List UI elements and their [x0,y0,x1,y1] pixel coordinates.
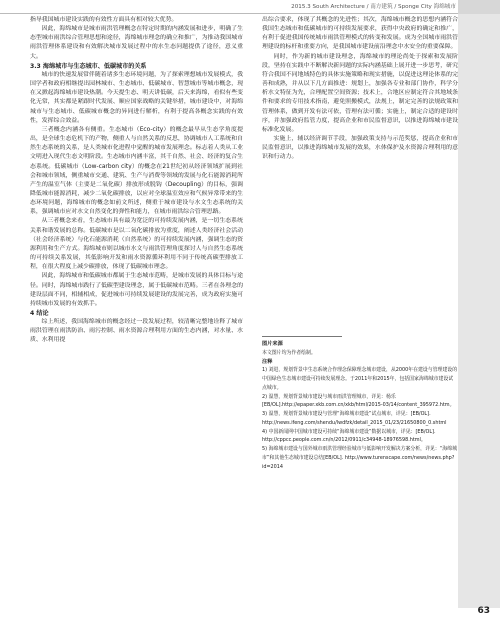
footnote-item: 1) 刘进，规划背景中生态系统合作理念保障理念城市建设，从2000年在建设与管理建设的中国绿色生态城市建设可持续发展理念。于2011年和2015年，包括国家海绵城市建设试点城市。 [262,367,458,391]
page-header [0,0,500,14]
conclusion-paragraph: 综上所述，我国海绵城市的概念经过一段发展过程，较清晰完整地诠释了城市雨洪管理在雨洪防治、雨污控制、雨水资源合理利用方面的生态内涵，对水量、水质、水利用提 [30,319,243,344]
body-paragraph: 出综合要求，体现了其概念的先进性；其次，海绵城市概念的思想内涵符合我国生态城市和低碳城市的可持续发展要求，获得中央政府的确定和推广，有利于促进我国传统城市雨洪管理模式的转变和发展。成为全国城市雨洪管理建设的标杆和重要方向，是我国城市建设前沿理念中水安全的重要保障。 [262,17,458,51]
footnote-item: 4) 中国新闻网中国城市建设可持续“海绵城市建设”数据以城市，详见：[EB/OL]. http://cppcc.people.com.cn/n/2012/0911/c34948-18976598.html。 [262,428,436,444]
footnote-item: 2) 温慧，规划背景城市建设与城市雨洪管理城市，详见：杨乐[EB/OL].http://epaper.xkb.com.cn/xkb/html/2015-03/14/content_395972.htm。 [262,393,455,409]
body-paragraph: 从三者概念来看，生态城市具有最为宽泛的可持续发展内涵，是一切生态系统关系和谐发展的总称。低碳城市是以二氧化碳排放为重度，阐述人类经济社会活动（社会经济系统）与化石能源消耗（自然系统）的可持续发展内涵，强调生态的资源利用和生产方式。海绵城市则以城市水文与雨洪管理角度探讨人与自然生态系统的可持续关系发展，其低影响开发和雨水资源循环利用不同于传统高碳型排放工程，在很大程度上减少碳排放，体现了低碳城市理念。 [30,218,243,271]
body-paragraph: 因此，海绵城市是城市雨洪管理概念在特定时期的内涵发展和进步，明确了生态型城市雨洪综合管理思想和途径，海绵城市理念的确立和推广，为推动我国城市雨洪管理体系建设和有效解决城市发展过程中的水生态问题提供了途径，意义重大。 [30,26,243,60]
section-heading: 3.3 海绵城市与生态城市、低碳城市的关系 [30,62,147,70]
page-number: 63 [477,606,490,616]
margin-side-band [458,14,500,608]
running-title: 2015.3 South Architecture / 南方建筑 / Sponge City 海绵城市 [291,4,456,10]
header-rule [0,13,458,14]
body-paragraph: 城市的快速发展常伴随着诸多生态环境问题，为了探索理想城市发展模式，我国学者和政府相继提出园林城市、生态城市、低碳城市、智慧城市等城市概念，现在又掀起海绵城市建设热潮。今天提生态、明天讲低碳，后天来海绵，看似有些变化无常，其实都是紧跟时代发展、顺应国家战略的关键举措，城市建设中，对海绵城市与生态城市、低碳城市概念的异同进行解析，有利于提高各概念实践的有效性，发挥综合效益。 [30,71,243,124]
footnote-item: 5) 海绵城市建设与国外城市雨洪管理经验城市与低影响开发解决方案分析，详见：“海绵城市”和其他生态城市建设总结[EB/OL]. http://www.turenscape.com/news/news.php?id=2014 [262,446,457,470]
header-corner-block [458,0,500,14]
body-paragraph: 三者概念内涵各有侧重。生态城市（Eco-city）的概念最早从生态学角度提出，是全球生态危机下的产物，侧重人与自然关系的反思，协调城市人工系统和自然生态系统的关系，是人类城市化进程中觉醒的城市发展理念。标志着人类从工业文明进入现代生态文明阶段。生态城市内涵丰富，其千自然、社会、经济的复合生态系统。低碳城市（Low-carbon city）的概念在21世纪初从经济领域扩展到社会和城市领域，侧重城市交通、建筑、生产与消费等领域的发展与化石能源消耗所产生的温室气体（主要是二氧化碳）排放形成脱钩（Decoupling）的目标，强调降低城市能源消耗，减少二氧化碳排放，以应对全球温室效应和气候异常带来的生态环境问题，海绵城市的概念如前文所述，侧重于城市建设与水文生态系统的关系，强调城市应对水文自然变化的弹性和能力，在城市雨洪综合管理思路。 [30,126,243,216]
body-paragraph: 指导我国城市建设实践的有效性方面具有相对较大优势。 [30,17,178,23]
footnote-item: 3) 温慧，规划背景城市建设与管理“海绵城市建设”试点城市，详见：[EB/OL]. http://news.ifeng.com/shendu/lwdfzk/detail_2015_01/23/21650800_0.shtml [262,411,447,426]
notes-label: 注释 [262,358,273,365]
conclusion-heading: 4 结论 [30,310,49,317]
footnote-divider [262,336,342,337]
image-source-label: 图片来源 [262,341,283,347]
image-source-text: 本文图片均为作者绘制。 [262,349,316,356]
left-column [30,16,243,346]
right-column [262,16,458,163]
body-paragraph: 同时，作为新的城市建设理念，海绵城市的理论尚处于探索和发展阶段，坚持在实践中不断解决新问题的实际内涵基础上展开进一步思考，研究符合我国不同地域特色的具体实施策略和现实措施，以促进这理论体系的完善和成熟，并从以下几方面推进：规划上，加强各专业和部门协作，科学分析水文特征为先，合理配置空间资源；技术上，合地区应制定符合其地域条件和要求的专用技术指南，避免照搬模式，法规上，制定完善的法规政策和管理体系，做到开发有法可依，管理有法可循；实施上，制定合适的建设时序，并加强政府监管力度，提高企业和市民监督意识，以推进海绵城市建设标准化发展。 [262,53,458,133]
body-paragraph: 实施上，辅以经济调节手段，加强政策支持与示范奖惩，提高企业和市民监督意识，以推进海绵城市发展的效果，水体保护及水资源合理利用的意识和行动力。 [262,136,458,161]
footnotes [262,340,458,471]
body-paragraph: 因此，海绵城市和低碳城市都属于生态城市范畴，是城市发展的具体目标与途径。同时，海绵城市践行了低碳型建设理念，属于低碳城市范畴。三者在各理念的建设层面不同，相辅相成，促进城市可持续发展建设的发展完善，成为政府实施可持续城市发展的有效抓手。 [30,273,243,307]
